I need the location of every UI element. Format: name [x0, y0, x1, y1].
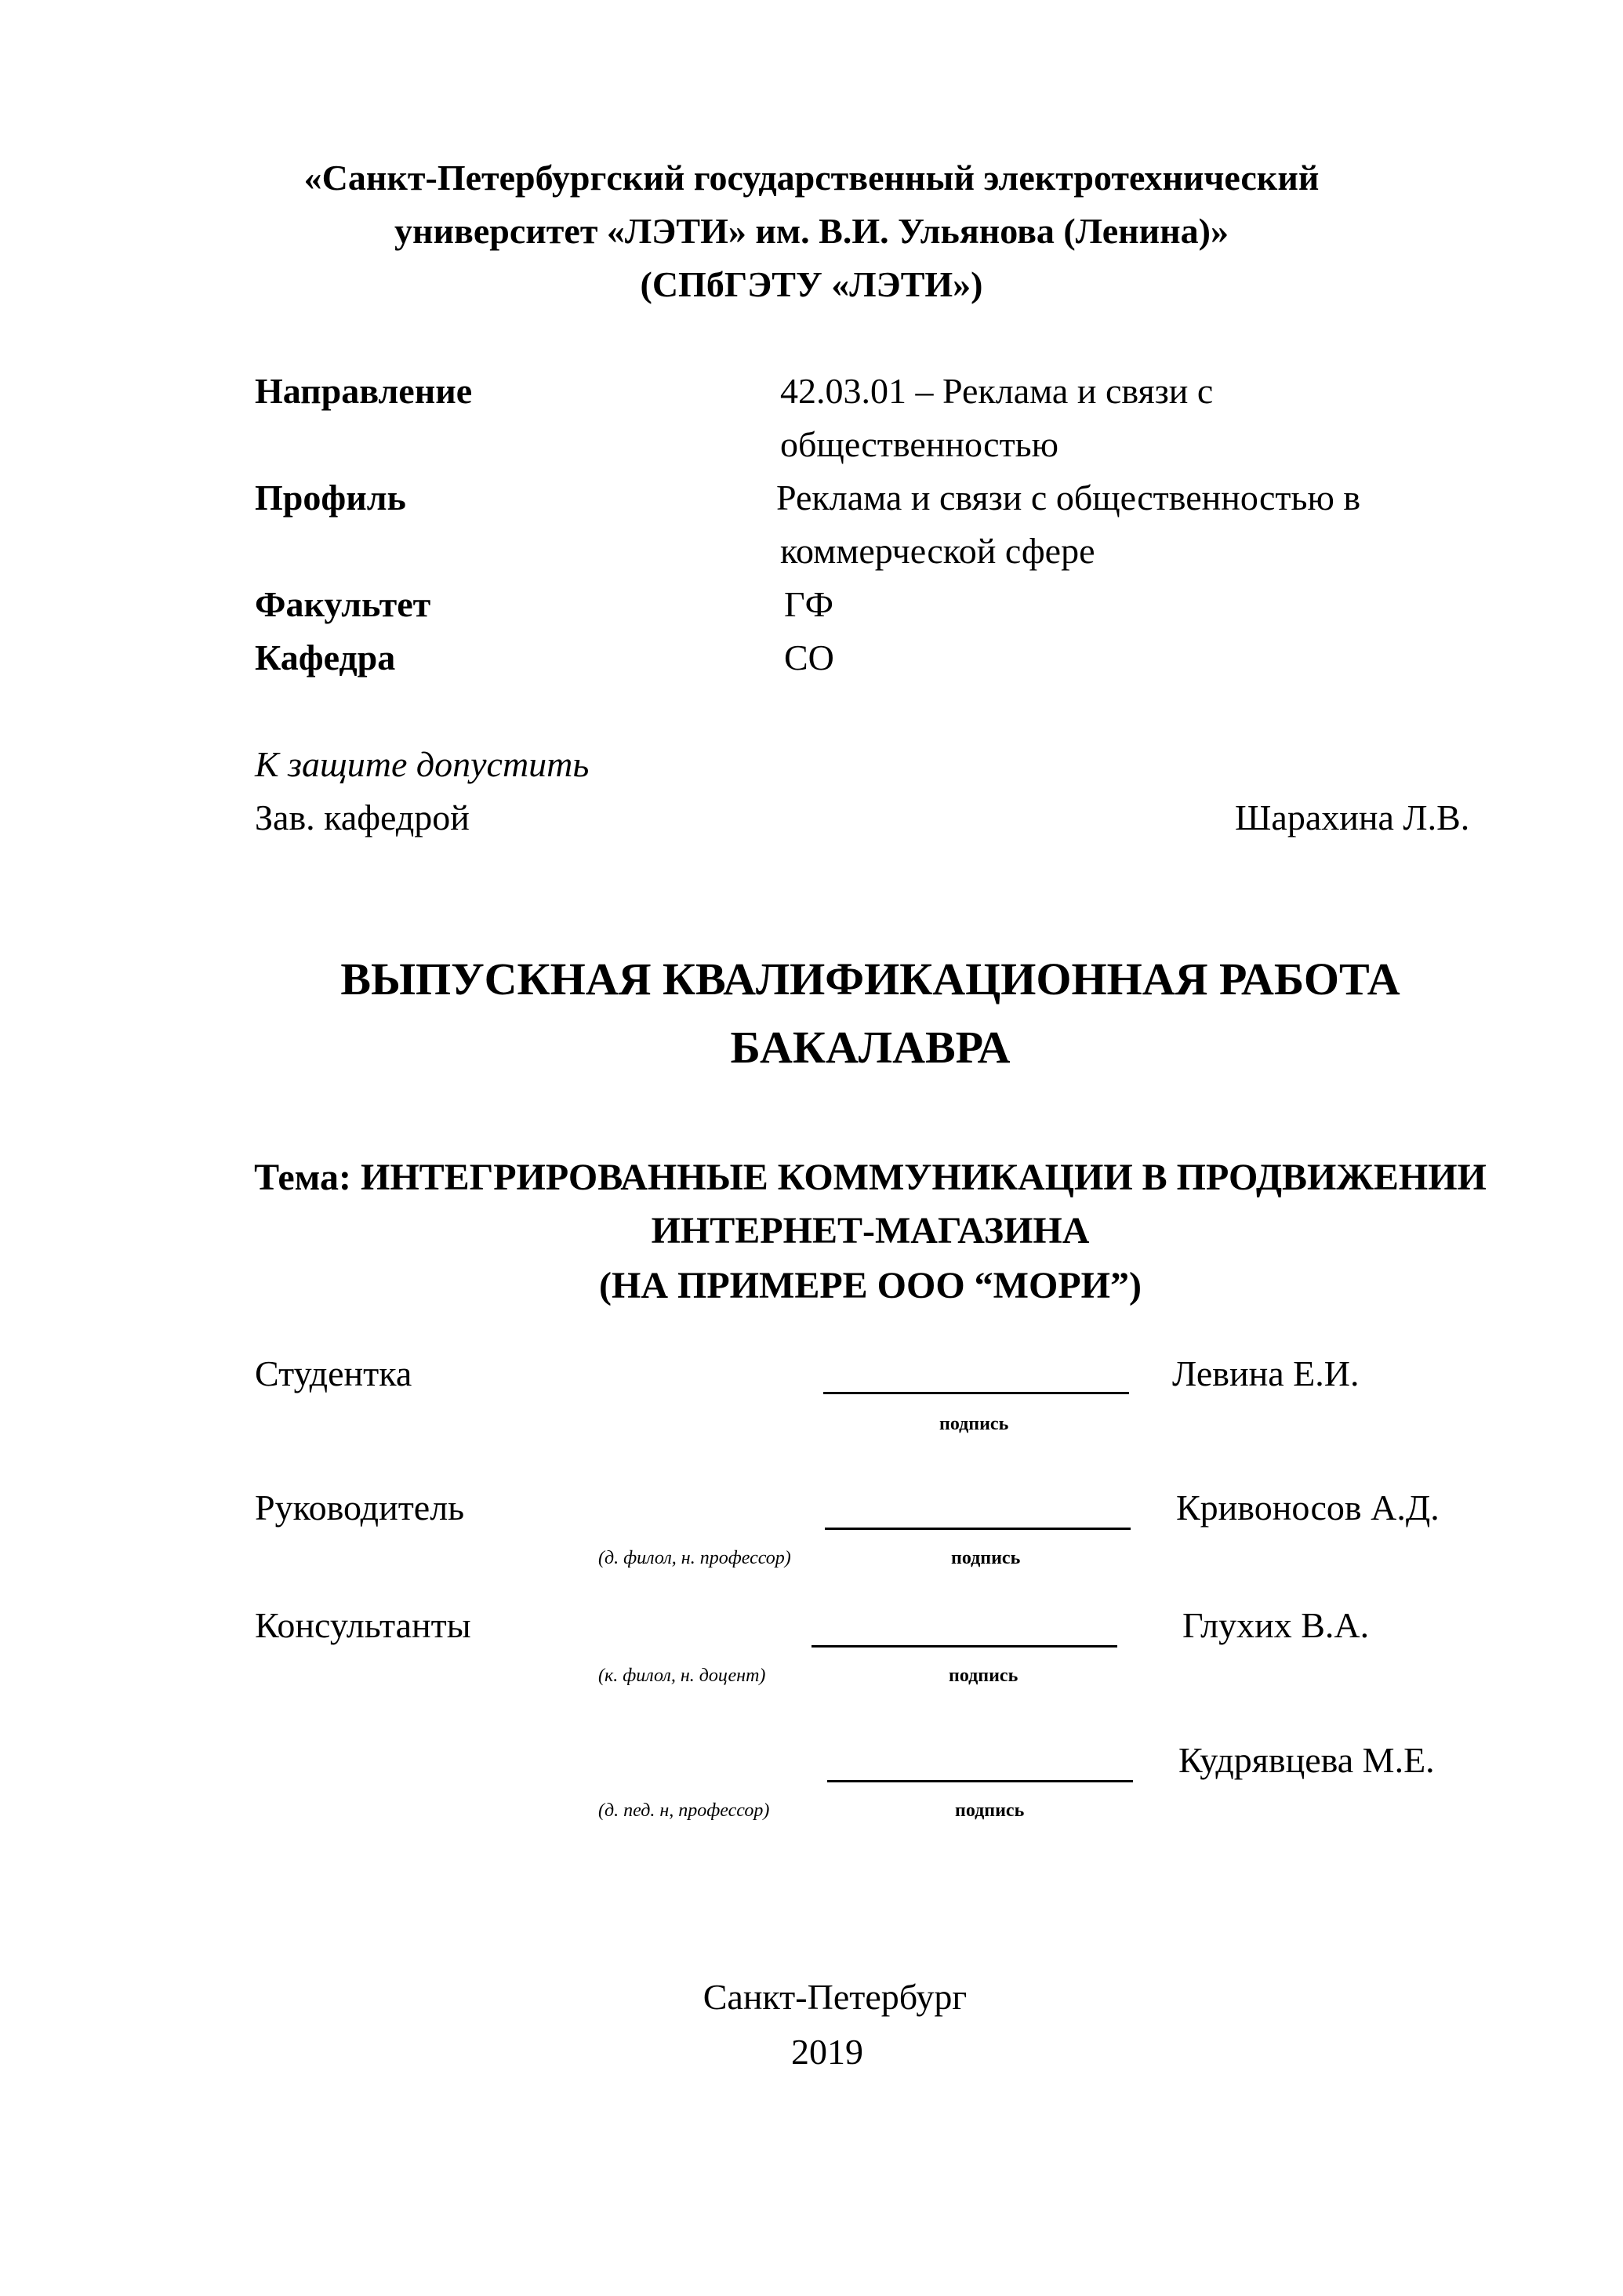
supervisor-degree: (д. филол, н. профессор): [598, 1548, 791, 1568]
profile-value-line-1: Реклама и связи с общественностью в: [776, 478, 1361, 518]
profile-label: Профиль: [255, 478, 406, 518]
work-title-line-1: ВЫПУСКНАЯ КВАЛИФИКАЦИОННАЯ РАБОТА: [340, 954, 1400, 1004]
consultant-1-signature-caption: подпись: [949, 1666, 1018, 1686]
topic-line-2: ИНТЕРНЕТ-МАГАЗИНА: [651, 1210, 1090, 1252]
direction-value-line-1: 42.03.01 – Реклама и связи с: [780, 371, 1214, 411]
university-abbreviation: (СПбГЭТУ «ЛЭТИ»): [640, 264, 983, 304]
consultant-2-name: Кудрявцева М.Е.: [1178, 1740, 1435, 1780]
admission-heading: К защите допустить: [255, 744, 590, 784]
consultant-2-signature-line: [827, 1780, 1133, 1782]
department-label: Кафедра: [255, 638, 396, 678]
consultant-2-signature-caption: подпись: [955, 1800, 1025, 1821]
consultant-1-signature-line: [812, 1645, 1117, 1648]
university-name-line-1: «Санкт-Петербургский государственный электротехнический: [303, 158, 1320, 198]
profile-value-line-2: коммерческой сфере: [780, 531, 1095, 571]
supervisor-signature-caption: подпись: [951, 1548, 1021, 1568]
faculty-label: Факультет: [255, 584, 431, 624]
student-name: Левина Е.И.: [1172, 1353, 1360, 1393]
topic-line-3: (НА ПРИМЕРЕ ООО “МОРИ”): [599, 1265, 1142, 1306]
supervisor-signature-line: [825, 1528, 1131, 1530]
admission-name: Шарахина Л.В.: [1235, 797, 1470, 837]
department-value: СО: [784, 638, 834, 678]
consultant-1-degree: (к. филол, н. доцент): [598, 1666, 766, 1686]
consultant-2-degree: (д. пед. н, профессор): [598, 1800, 770, 1821]
faculty-value: ГФ: [784, 584, 833, 624]
footer-year: 2019: [791, 2032, 863, 2072]
admission-role: Зав. кафедрой: [255, 797, 470, 837]
footer-city: Санкт-Петербург: [703, 1977, 968, 2017]
supervisor-label: Руководитель: [255, 1488, 465, 1528]
direction-value-line-2: общественностью: [780, 424, 1059, 464]
work-title-line-2: БАКАЛАВРА: [730, 1022, 1011, 1073]
consultant-1-name: Глухих В.А.: [1182, 1605, 1370, 1645]
university-name-line-2: университет «ЛЭТИ» им. В.И. Ульянова (Ленина)»: [394, 211, 1229, 251]
consultants-label: Консультанты: [255, 1605, 471, 1645]
topic-line-1: Тема: ИНТЕГРИРОВАННЫЕ КОММУНИКАЦИИ В ПРОДВИЖЕНИИ: [254, 1157, 1487, 1198]
student-label: Студентка: [255, 1353, 412, 1393]
direction-label: Направление: [255, 371, 473, 411]
supervisor-name: Кривоносов А.Д.: [1176, 1488, 1440, 1528]
student-signature-caption: подпись: [939, 1414, 1009, 1434]
student-signature-line: [823, 1392, 1129, 1394]
